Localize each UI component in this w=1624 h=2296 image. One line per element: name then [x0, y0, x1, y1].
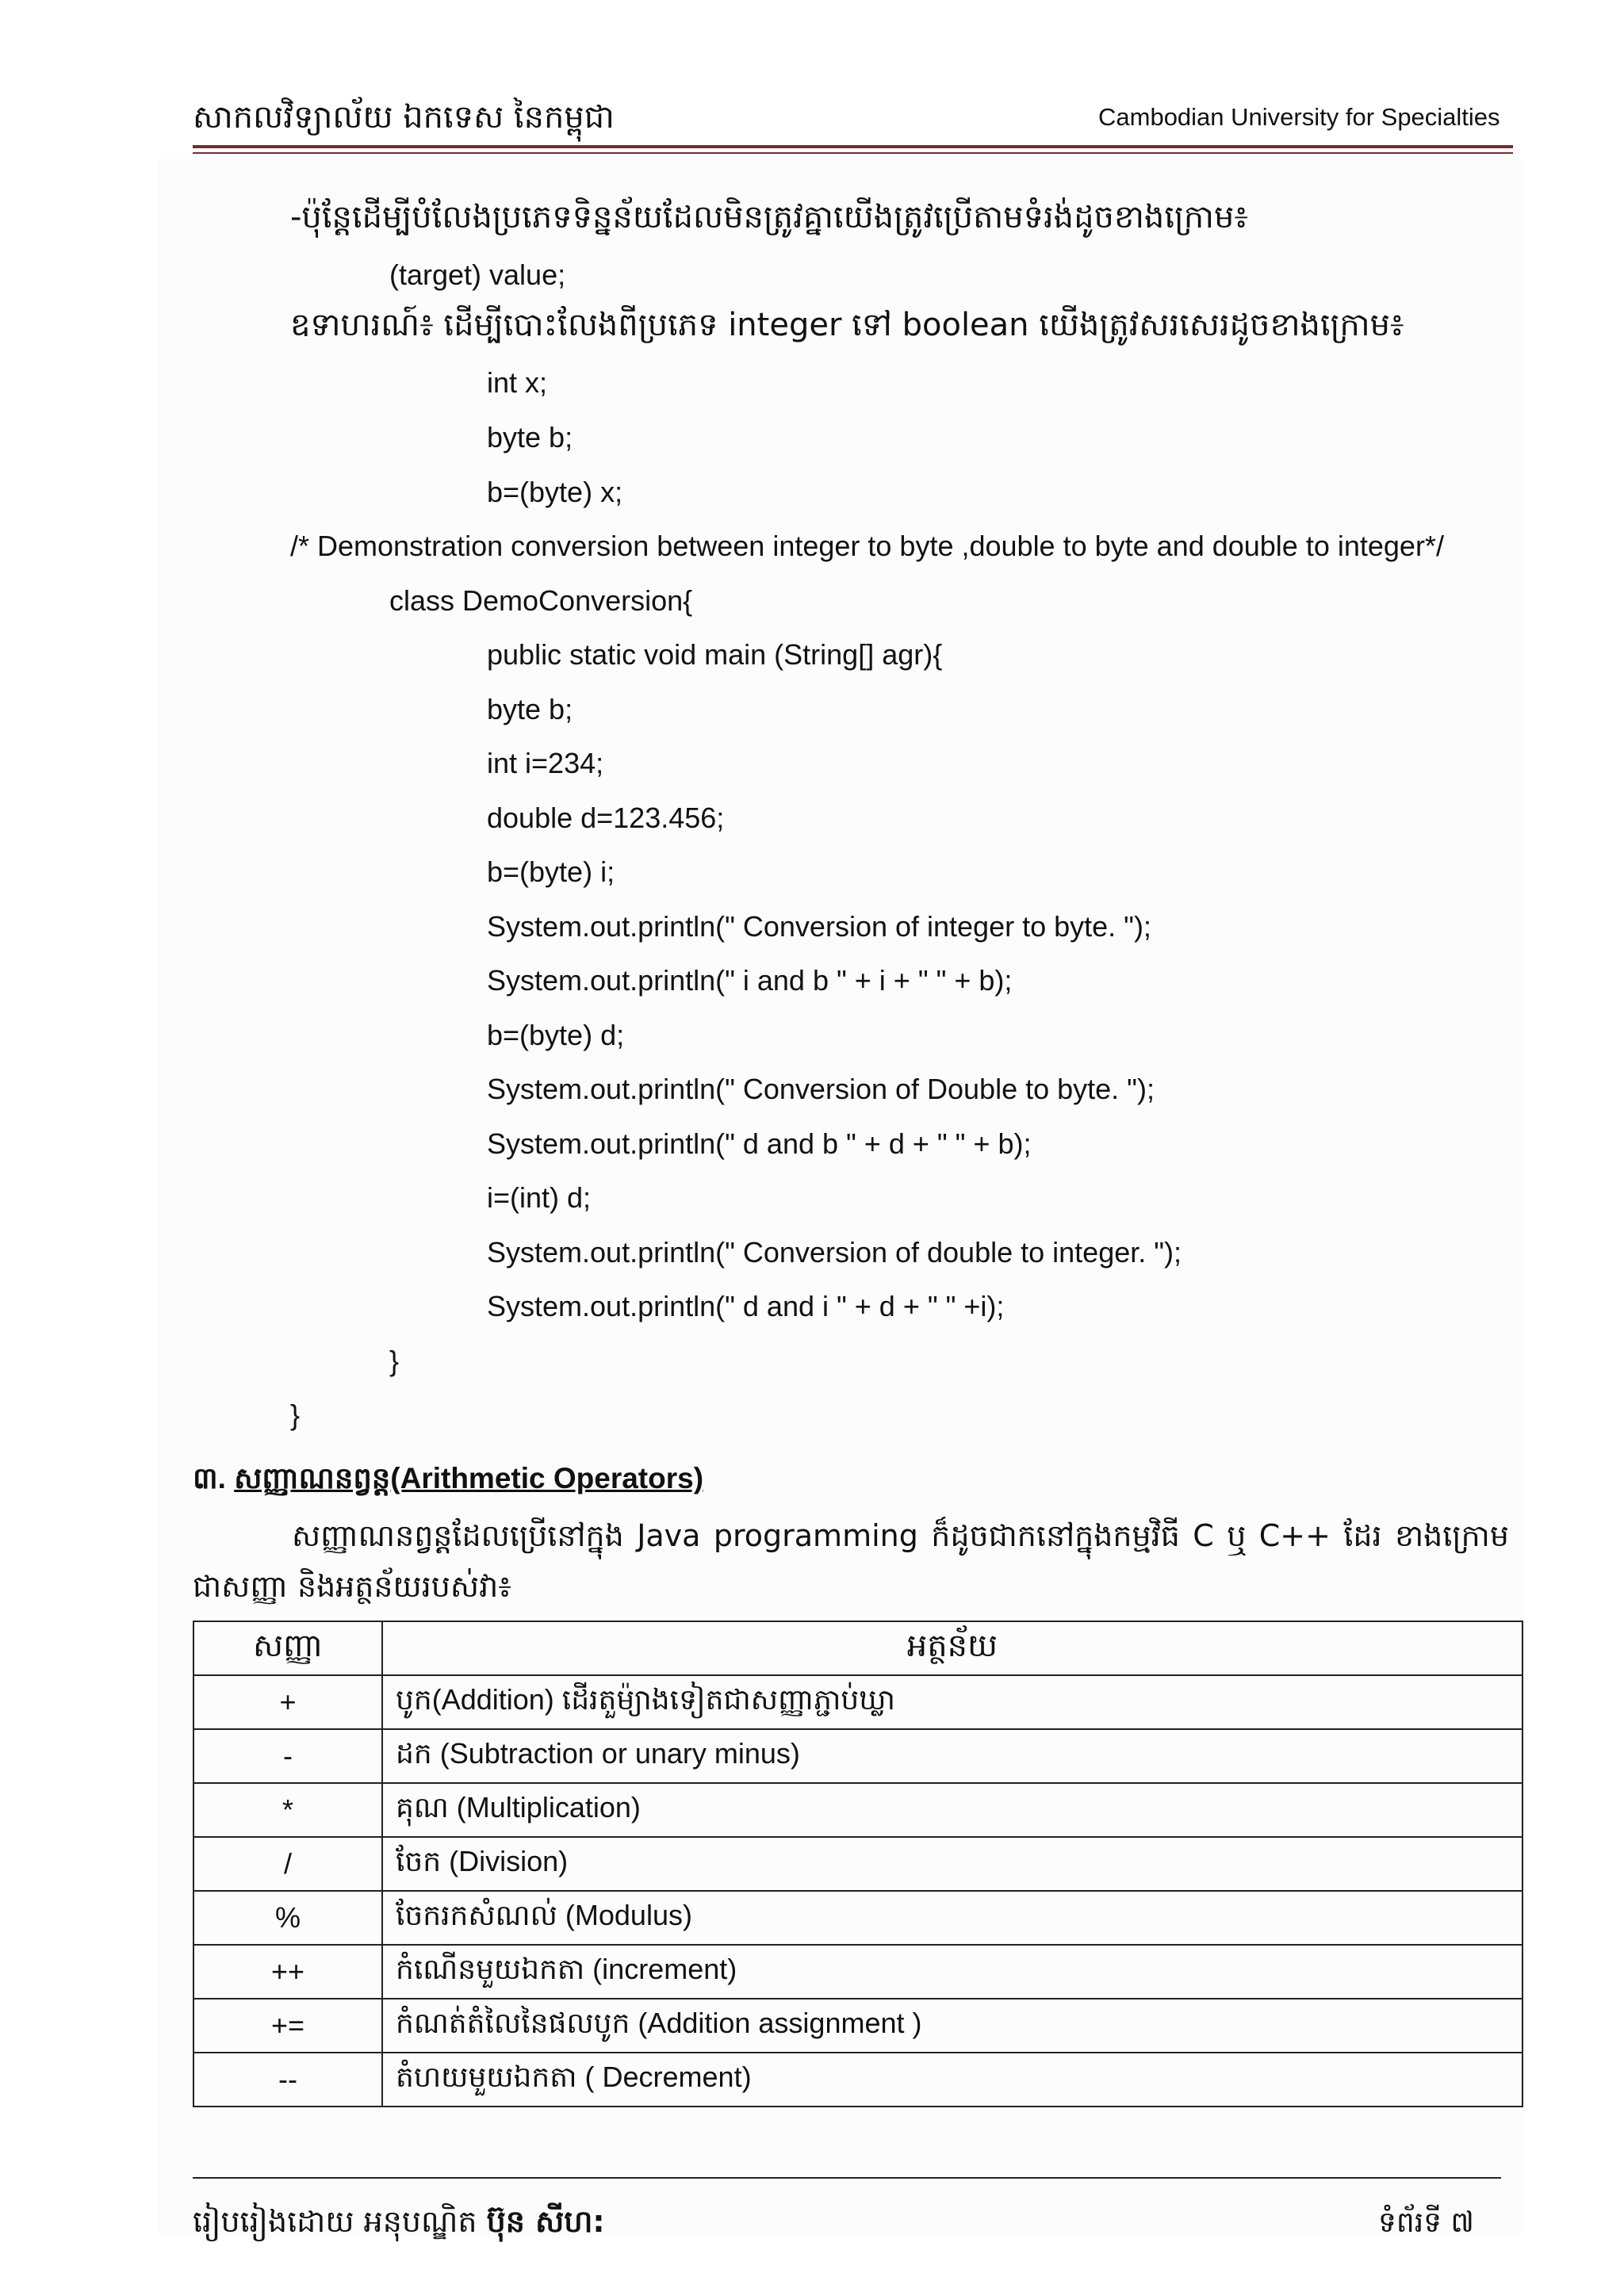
code-line: System.out.println(" Conversion of integer to byte. "); [487, 910, 1151, 943]
operator-symbol: - [193, 1729, 382, 1783]
intro-text: -ប៉ុន្តែដើម្បីបំលែងប្រភេទទិន្នន័យដែលមិនត្រូវគ្នាយើងត្រូវប្រើតាមទំរង់ដូចខាងក្រោម៖ [290, 199, 1248, 235]
header-university-english: Cambodian University for Specialties [1098, 103, 1500, 131]
operator-meaning: បូក(Addition) ដើរតួម៉្យាងទៀតជាសញ្ញាភ្ជាប់ឃ្លា [382, 1675, 1522, 1729]
example-code-line: b=(byte) x; [487, 476, 623, 508]
example-code-line: byte b; [487, 421, 573, 453]
operators-table [193, 1621, 1523, 2107]
code-line: System.out.println(" d and i " + d + " " +i); [487, 1290, 1005, 1322]
table-row [193, 1729, 1522, 1783]
operator-meaning: ដក (Subtraction or unary minus) [382, 1729, 1522, 1783]
table-row [193, 1945, 1522, 1999]
operator-meaning: កំណើនមួយឯកតា (increment) [382, 1945, 1522, 1999]
code-line: i=(int) d; [487, 1181, 592, 1214]
table-row [193, 1837, 1522, 1891]
code-line: System.out.println(" Conversion of double to integer. "); [487, 1236, 1182, 1269]
table-header-row [193, 1621, 1522, 1675]
section-number: ៣. [193, 1462, 226, 1494]
column-header-symbol: សញ្ញា [193, 1621, 382, 1675]
code-line: System.out.println(" d and b " + d + " " + b); [487, 1127, 1032, 1160]
code-main-method: public static void main (String[] agr){ [487, 638, 943, 671]
operator-symbol: ++ [193, 1945, 382, 1999]
code-comment: /* Demonstration conversion between integer to byte ,double to byte and double to integer*/ [290, 530, 1444, 562]
syntax-line: (target) value; [389, 258, 566, 291]
header-university-khmer: សាកលវិទ្យាល័យ ឯកទេស នៃកម្ពុជា [193, 99, 615, 136]
operator-meaning: កំណត់តំលៃនៃផលបូក (Addition assignment ) [382, 1999, 1522, 2053]
footer-author-name: ប៊ុន សីហ: [486, 2204, 605, 2239]
footer-author-prefix: រៀបរៀងដោយ អនុបណ្ឌិត [193, 2204, 477, 2239]
operator-symbol: += [193, 1999, 382, 2053]
example-text: ឧទាហរណ៍៖ ដើម្បីបោះលែងពីប្រភេទ integer ទៅ boolean យើងត្រូវសរសេរដូចខាងក្រោម៖ [290, 307, 1404, 343]
operator-meaning: តំហយមួយឯកតា ( Decrement) [382, 2053, 1522, 2107]
table-row [193, 1783, 1522, 1837]
code-line: b=(byte) i; [487, 855, 615, 888]
code-line: System.out.println(" Conversion of Double to byte. "); [487, 1073, 1155, 1105]
code-line: byte b; [487, 693, 573, 725]
operator-meaning: ចែករកសំណល់ (Modulus) [382, 1891, 1522, 1945]
operator-symbol: % [193, 1891, 382, 1945]
code-line: System.out.println(" i and b " + i + " " + b); [487, 964, 1013, 997]
example-code-line: int x; [487, 366, 548, 399]
footer-divider [193, 2177, 1501, 2179]
table-row [193, 1891, 1522, 1945]
header-divider [193, 145, 1513, 148]
code-line: int i=234; [487, 747, 604, 779]
code-closing-brace: } [290, 1399, 301, 1431]
section-heading [193, 1460, 703, 1503]
code-class-declaration: class DemoConversion{ [389, 584, 693, 617]
code-line: double d=123.456; [487, 802, 725, 834]
header-divider-thin [193, 152, 1513, 154]
footer-author [193, 2202, 605, 2247]
operator-symbol: + [193, 1675, 382, 1729]
section-title: សញ្ញាណនព្វន្ត(Arithmetic Operators) [234, 1462, 704, 1494]
code-line: b=(byte) d; [487, 1019, 625, 1051]
table-row [193, 2053, 1522, 2107]
operator-symbol: -- [193, 2053, 382, 2107]
operator-symbol: * [193, 1783, 382, 1837]
operator-symbol: / [193, 1837, 382, 1891]
operator-meaning: ចែក (Division) [382, 1837, 1522, 1891]
column-header-meaning: អត្ថន័យ [382, 1621, 1522, 1675]
section-paragraph: សញ្ញាណនព្វន្តដែលប្រើនៅក្នុង Java programming ក៏ដូចជាកនៅក្នុងកម្មវិធី C ឬ C++ ដែរ ខាងក្រោមជាសញ្ញា និងអត្ថន័យរបស់វា៖ [193, 1518, 1509, 1604]
page-number: ទំព័រទី ៧ [1378, 2206, 1474, 2239]
table-row [193, 1675, 1522, 1729]
operator-meaning: គុណ (Multiplication) [382, 1783, 1522, 1837]
table-row [193, 1999, 1522, 2053]
code-closing-brace: } [389, 1345, 400, 1377]
